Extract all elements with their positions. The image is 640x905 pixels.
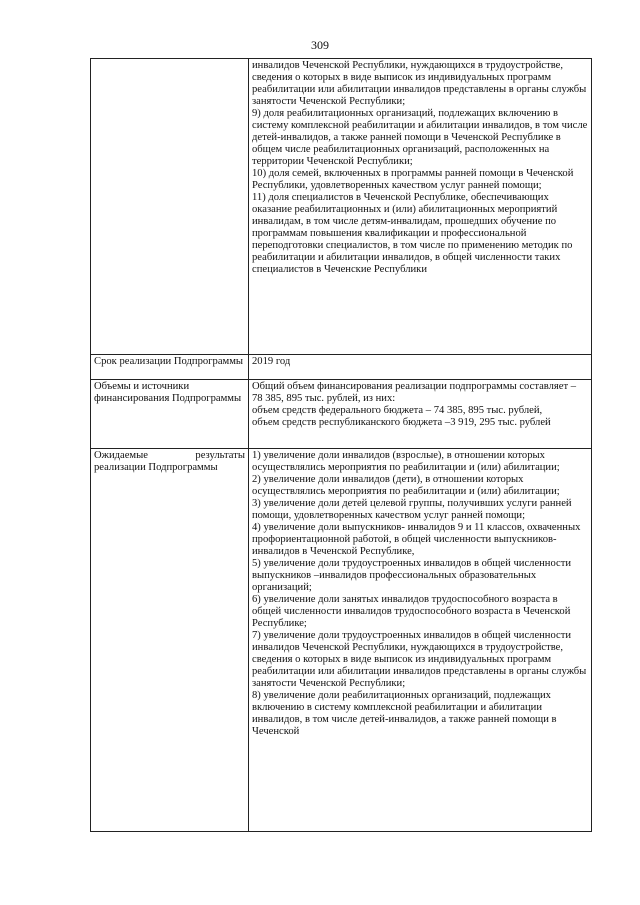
table-row — [91, 380, 592, 449]
row-label — [91, 355, 249, 380]
table-row — [91, 355, 592, 380]
expected-results-value: 1) увеличение доли инвалидов (взрослые), в отношении которых осуществлялись мероприятия по реабилитации и (или) абилитации; 2) увеличение доли инвалидов (дети), в отношении которых осуществлялись мероприятия по реабилитации и (или) абилитации; 3) увеличение доли детей целевой группы, получивших услуги ранней помощи, удовлетворенных качеством услуг ранней помощи; 4) увеличение доли выпускников- инвалидов 9 и 11 классов, охваченных профориентационной работой, в общей численности выпускников- инвалидов в Чеченской Республике, 5) увеличение доли трудоустроенных инвалидов в общей численности выпускников –инвалидов профессиональных образовательных организаций; 6) увеличение доли занятых инвалидов трудоспособного возраста в общей численности инвалидов трудоспособного возраста в Чеченской Республике; 7) увеличение доли трудоустроенных инвалидов в общей численности инвалидов Чеченской Республики, нуждающихся в трудоустройстве, сведения о которых в виде выписок из индивидуальных программ реабилитации или абилитации инвалидов представлены в органы службы занятости Чеченской Республики; 8) увеличение доли реабилитационных организаций, подлежащих включению в систему комплексной реабилитации и абилитации инвалидов, в том числе детей-инвалидов, а также ранней помощи в Чеченской — [252, 450, 587, 737]
page-number: 309 — [311, 38, 329, 52]
row-content — [249, 449, 592, 832]
expected-results-label: Ожидаемые результаты реализации Подпрограммы — [94, 450, 245, 473]
row-content — [249, 380, 592, 449]
passport-table — [90, 58, 592, 832]
row-label — [91, 380, 249, 449]
row-content — [249, 355, 592, 380]
term-label: Срок реализации Подпрограммы — [94, 356, 244, 367]
funding-label: Объемы и источники финансирования Подпрограммы — [94, 381, 242, 404]
row-label — [91, 59, 249, 355]
table-row — [91, 449, 592, 832]
term-value: 2019 год — [252, 356, 291, 367]
row-content — [249, 59, 592, 355]
table-row — [91, 59, 592, 355]
funding-value: Общий объем финансирования реализации подпрограммы составляет – 78 385, 895 тыс. рублей, из них: объем средств федерального бюджета – 74 385, 895 тыс. рублей, объем средств республиканского бюджета –3 919, 295 тыс. рублей — [252, 381, 577, 428]
indicators-continued-text: инвалидов Чеченской Республики, нуждающихся в трудоустройстве, сведения о которых в виде выписок из индивидуальных программ реабилитации или абилитации инвалидов представлены в органы службы занятости Чеченской Республики; 9) доля реабилитационных организаций, подлежащих включению в систему комплексной реабилитации и абилитации инвалидов, в том числе детей-инвалидов, а также ранней помощи в Чеченской Республике в общем числе реабилитационных организаций, расположенных на территории Чеченской Республики; 10) доля семей, включенных в программы ранней помощи в Чеченской Республики, удовлетворенных качеством услуг ранней помощи; 11) доля специалистов в Чеченской Республике, обеспечивающих оказание реабилитационных и (или) абилитационных мероприятий инвалидам, в том числе детям-инвалидам, прошедших обучение по программам повышения квалификации и профессиональной переподготовки специалистов, в том числе по применению методик по реабилитации и абилитации инвалидов, в общей численности таких специалистов в Чеченские Республики — [252, 60, 588, 275]
row-label — [91, 449, 249, 832]
